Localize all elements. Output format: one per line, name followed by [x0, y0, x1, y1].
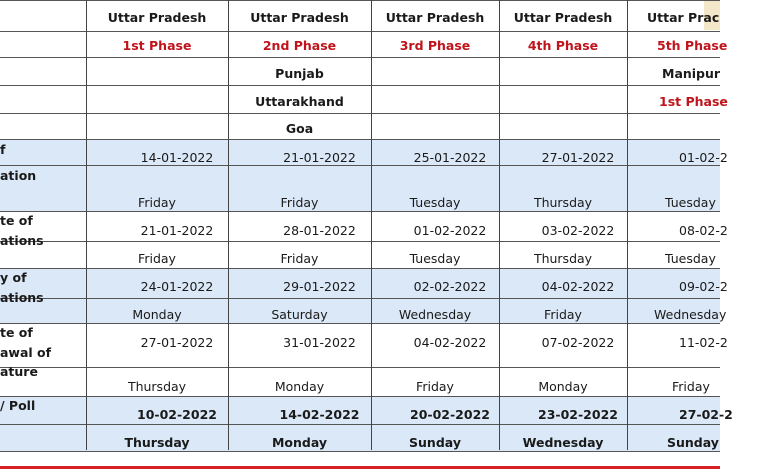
- rule: [0, 85, 720, 86]
- row-label-last-date: te of: [0, 213, 33, 228]
- rule: [0, 139, 720, 140]
- date-cell: 07-02-2022: [541, 335, 615, 350]
- date-cell: 01-02-2022: [413, 223, 487, 238]
- date-cell: 28-01-2022: [283, 223, 356, 238]
- state-header: Uttar Pradesh: [107, 10, 207, 25]
- date-cell: 27-01-2022: [541, 150, 615, 165]
- day-cell: Saturday: [271, 307, 328, 322]
- date-cell: 03-02-2022: [541, 223, 615, 238]
- day-cell: Monday: [132, 307, 182, 322]
- day-cell: Friday: [138, 251, 176, 266]
- row-label-scrutiny: ations: [0, 290, 44, 305]
- day-cell: Wednesday: [398, 307, 472, 322]
- poll-date-cell: 10-02-2022: [137, 407, 217, 422]
- row-label-withdrawal: awal of: [0, 345, 52, 360]
- date-cell: 11-02-2: [679, 335, 728, 350]
- date-cell: 31-01-2022: [283, 335, 356, 350]
- rule: [0, 57, 720, 58]
- day-cell: Friday: [416, 379, 454, 394]
- phase-header: 2nd Phase: [262, 38, 337, 53]
- date-cell: 21-01-2022: [140, 223, 214, 238]
- state-header: Uttar Pradesh: [385, 10, 485, 25]
- rule: [0, 424, 720, 425]
- poll-day-cell: Monday: [271, 435, 328, 450]
- poll-date-cell: 27-02-2: [679, 407, 733, 422]
- day-cell: Thursday: [127, 379, 187, 394]
- date-cell: 09-02-2: [679, 279, 728, 294]
- rule: [0, 268, 720, 269]
- date-cell: 02-02-2022: [413, 279, 487, 294]
- rule: [0, 323, 720, 324]
- date-cell: 14-01-2022: [140, 150, 214, 165]
- poll-date-cell: 20-02-2022: [410, 407, 490, 422]
- state-header-extra: Punjab: [275, 66, 324, 81]
- date-cell: 08-02-2: [679, 223, 728, 238]
- poll-date-cell: 14-02-2022: [279, 407, 360, 422]
- row-label-notification: f: [0, 142, 6, 157]
- row-label-scrutiny: y of: [0, 270, 27, 285]
- phase-header: 3rd Phase: [399, 38, 471, 53]
- day-cell: Monday: [538, 379, 588, 394]
- day-cell: Monday: [274, 379, 325, 394]
- row-label-last-date: ations: [0, 233, 44, 248]
- date-cell: 01-02-2: [679, 150, 728, 165]
- poll-day-cell: Thursday: [124, 435, 190, 450]
- day-cell: Thursday: [533, 195, 593, 210]
- day-cell: Tuesday: [665, 251, 716, 266]
- state-header-extra: Manipur: [662, 66, 721, 81]
- phase-header-extra: 1st Phase: [659, 94, 728, 109]
- day-cell: Tuesday: [409, 251, 461, 266]
- day-cell: Tuesday: [409, 195, 461, 210]
- date-cell: 25-01-2022: [413, 150, 487, 165]
- phase-header: 5th Phase: [657, 38, 728, 53]
- date-cell: 21-01-2022: [283, 150, 356, 165]
- state-header-extra: Goa: [285, 121, 314, 136]
- day-cell: Friday: [138, 195, 176, 210]
- poll-day-cell: Sunday: [409, 435, 461, 450]
- date-cell: 04-02-2022: [413, 335, 487, 350]
- rule: [0, 367, 720, 368]
- row-label-withdrawal: te of: [0, 325, 33, 340]
- date-cell: 27-01-2022: [140, 335, 214, 350]
- rule: [0, 211, 720, 212]
- rule: [0, 165, 720, 166]
- footer-divider: [0, 466, 720, 469]
- rule: [0, 31, 720, 32]
- poll-day-cell: Sunday: [667, 435, 719, 450]
- day-cell: Tuesday: [665, 195, 716, 210]
- phase-header: 1st Phase: [122, 38, 192, 53]
- state-header: Uttar Pradesh: [250, 10, 349, 25]
- day-cell: Thursday: [533, 251, 593, 266]
- state-header: Uttar Prac: [647, 10, 720, 25]
- date-cell: 04-02-2022: [541, 279, 615, 294]
- day-cell: Friday: [280, 251, 319, 266]
- poll-day-cell: Wednesday: [522, 435, 604, 450]
- day-cell: Wednesday: [654, 307, 727, 322]
- row-label-notification: ation: [0, 168, 37, 183]
- poll-date-cell: 23-02-2022: [538, 407, 618, 422]
- date-cell: 24-01-2022: [140, 279, 214, 294]
- state-header: Uttar Pradesh: [513, 10, 613, 25]
- date-cell: 29-01-2022: [283, 279, 356, 294]
- rule: [0, 451, 720, 452]
- day-cell: Friday: [544, 307, 582, 322]
- rule: [0, 298, 720, 299]
- rule: [0, 396, 720, 397]
- rule: [0, 241, 720, 242]
- row-label-poll: / Poll: [0, 398, 36, 413]
- day-cell: Friday: [672, 379, 710, 394]
- rule: [0, 0, 720, 1]
- phase-header: 4th Phase: [527, 38, 599, 53]
- day-cell: Friday: [280, 195, 319, 210]
- state-header-extra: Uttarakhand: [255, 94, 344, 109]
- row-label-withdrawal: ature: [0, 364, 38, 379]
- rule: [0, 113, 720, 114]
